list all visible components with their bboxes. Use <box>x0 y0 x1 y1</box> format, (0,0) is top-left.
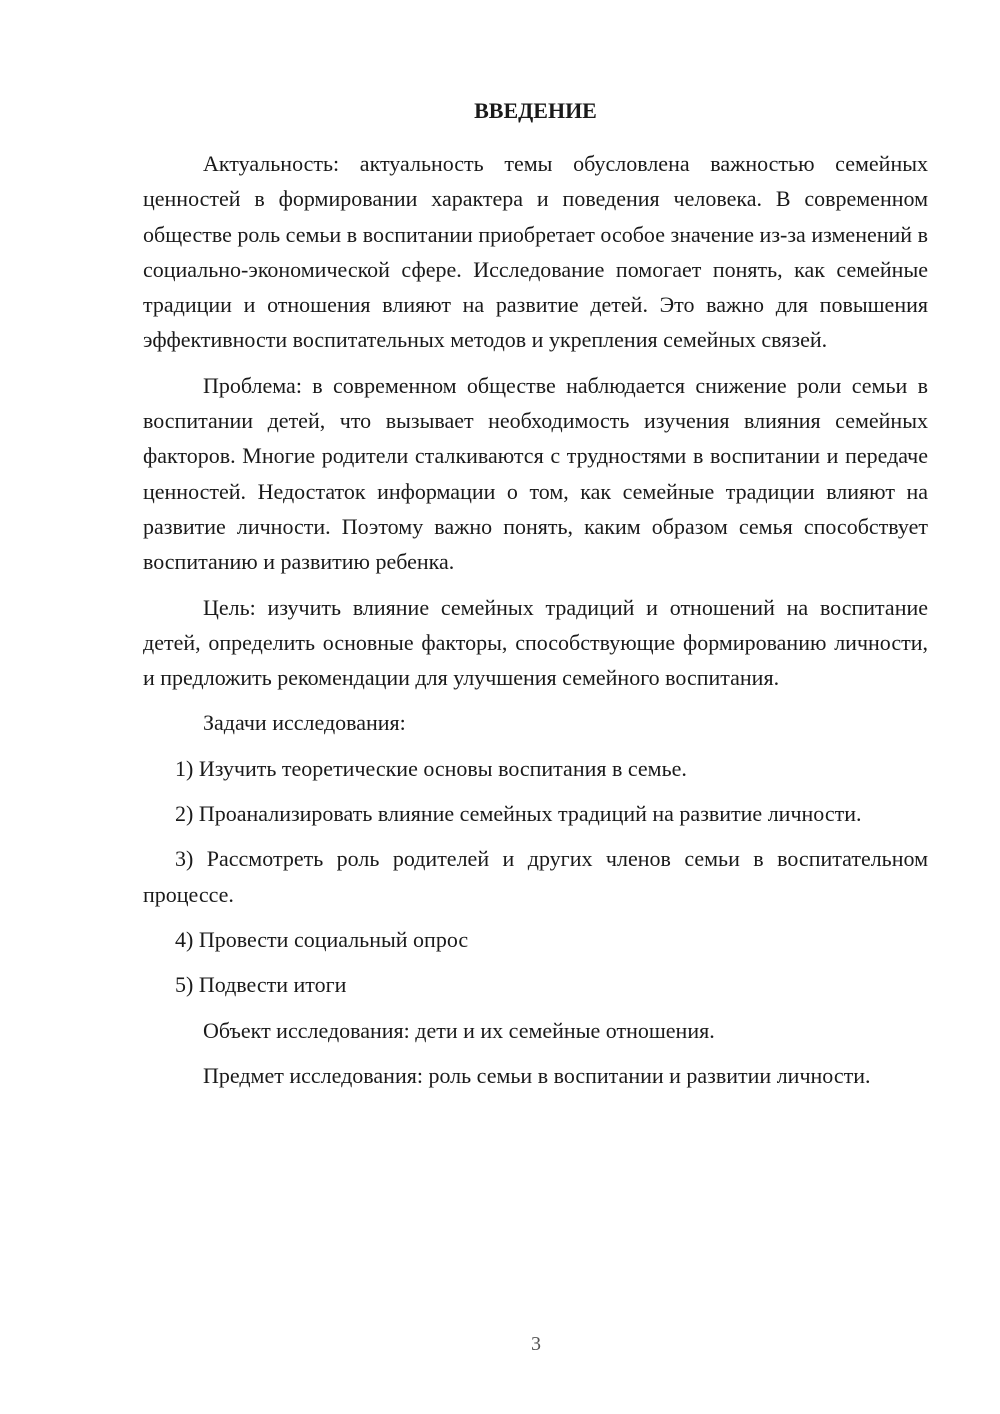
task-item-4: 4) Провести социальный опрос <box>175 926 469 952</box>
tasks-heading: Задачи исследования: <box>203 710 406 736</box>
task-item-3: 3) Рассмотреть роль родителей и других членов семьи в воспитательном процессе. <box>143 846 928 907</box>
task-item-1: 1) Изучить теоретические основы воспитания в семье. <box>175 755 687 781</box>
object-paragraph: Объект исследования: дети и их семейные отношения. <box>203 1017 715 1043</box>
document-page <box>143 96 928 1103</box>
page-title: ВВЕДЕНИЕ <box>474 98 597 123</box>
page-number: 3 <box>531 1333 541 1355</box>
problem-paragraph: Проблема: в современном обществе наблюдается снижение роли семьи в воспитании детей, что вызывает необходимость изучения влияния семейных факторов. Многие родители сталкиваются с трудностями в воспитании и передаче ценностей. Недостаток информации о том, как семейные традиции влияют на развитие личности. Поэтому важно понять, каким образом семья способствует воспитанию и развитию ребенка. <box>143 372 928 575</box>
task-item-5: 5) Подвести итоги <box>175 972 347 998</box>
goal-paragraph: Цель: изучить влияние семейных традиций и отношений на воспитание детей, определить основные факторы, способствующие формированию личности, и предложить рекомендации для улучшения семейного воспитания. <box>143 594 928 691</box>
subject-paragraph: Предмет исследования: роль семьи в воспитании и развитии личности. <box>203 1062 871 1088</box>
task-item-2: 2) Проанализировать влияние семейных традиций на развитие личности. <box>175 801 862 827</box>
relevance-paragraph: Актуальность: актуальность темы обусловлена важностью семейных ценностей в формировании характера и поведения человека. В современном обществе роль семьи в воспитании приобретает особое значение из-за изменений в социально-экономической сфере. Исследование помогает понять, как семейные традиции и отношения влияют на развитие детей. Это важно для повышения эффективности воспитательных методов и укрепления семейных связей. <box>143 151 928 353</box>
